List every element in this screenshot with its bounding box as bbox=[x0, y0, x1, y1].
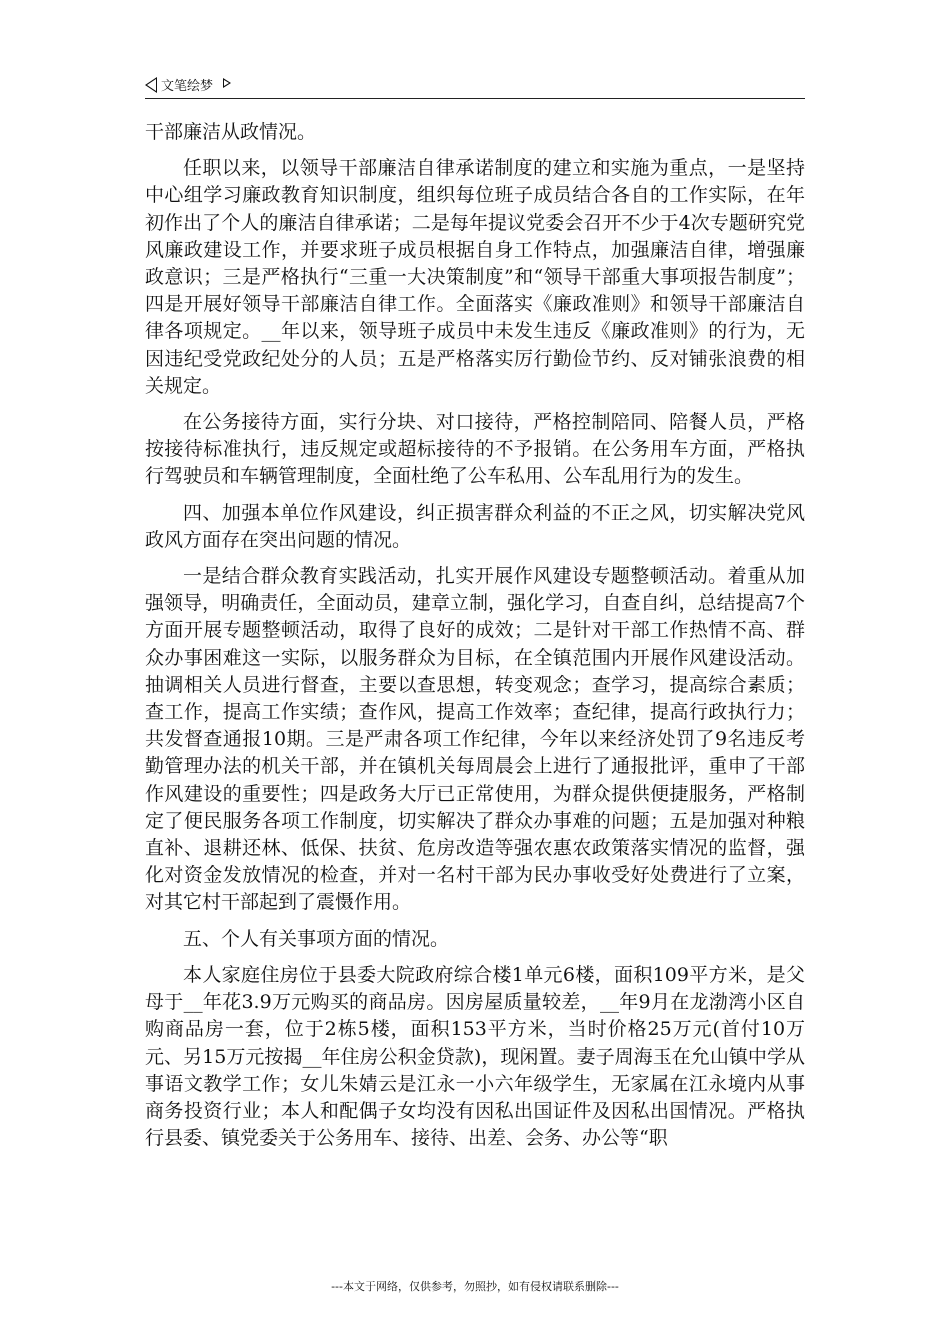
brand-name: 文笔绘梦 bbox=[161, 79, 214, 94]
right-triangle-icon bbox=[223, 78, 231, 88]
left-triangle-icon bbox=[145, 77, 157, 93]
paragraph-continuation: 干部廉洁从政情况。 bbox=[145, 121, 317, 143]
section-heading-4: 四、加强本单位作风建设，纠正损害群众利益的不正之风，切实解决党风政风方面存在突出问题的情况。 bbox=[145, 501, 805, 551]
paragraph-integrity-commitment: 任职以来，以领导干部廉洁自律承诺制度的建立和实施为重点，一是坚持中心组学习廉政教育知识制度，组织每位班子成员结合各自的工作实际，在年初作出了个人的廉洁自律承诺；二是每年提议党委会召开不少于4次专题研究党风廉政建设工作，并要求班子成员根据自身工作特点，加强廉洁自律，增强廉政意识；三是严格执行“三重一大决策制度”和“领导干部重大事项报告制度”；四是开展好领导干部廉洁自律工作。全面落实《廉政准则》和领导干部廉洁自律各项规定。__年以来，领导班子成员中未发生违反《廉政准则》的行为，无因违纪受党政纪处分的人员；五是严格落实厉行勤俭节约、反对铺张浪费的相关规定。 bbox=[145, 157, 805, 397]
paragraph-personal-matters: 本人家庭住房位于县委大院政府综合楼1单元6楼，面积109平方米，是父母于__年花3.9万元购买的商品房。因房屋质量较差，__年9月在龙渤湾小区自购商品房一套，位于2栋5楼，面积153平方米，当时价格25万元(首付10万元、另15万元按揭__年住房公积金贷款)，现闲置。妻子周海玉在允山镇中学从事语文教学工作；女儿朱婧云是江永一小六年级学生，无家属在江永境内从事商务投资行业；本人和配偶子女均没有因私出国证件及因私出国情况。严格执行县委、镇党委关于公务用车、接待、出差、会务、办公等“职 bbox=[145, 963, 805, 1150]
section-heading-5: 五、个人有关事项方面的情况。 bbox=[183, 927, 450, 950]
page-header bbox=[145, 72, 805, 99]
document-body bbox=[145, 119, 805, 1161]
footer-notice: ---本文于网络，仅供参考，勿照抄，如有侵权请联系删除--- bbox=[331, 1280, 619, 1293]
paragraph-official-reception: 在公务接待方面，实行分块、对口接待，严格控制陪同、陪餐人员，严格按接待标准执行，违反规定或超标接待的不予报销。在公务用车方面，严格执行驾驶员和车辆管理制度，全面杜绝了公车私用、公车乱用行为的发生。 bbox=[145, 411, 805, 488]
paragraph-work-style: 一是结合群众教育实践活动，扎实开展作风建设专题整顿活动。着重从加强领导，明确责任，全面动员，建章立制，强化学习，自查自纠，总结提高7个方面开展专题整顿活动，取得了良好的成效；二是针对干部工作热情不高、群众办事困难这一实际，以服务群众为目标，在全镇范围内开展作风建设活动。抽调相关人员进行督查，主要以查思想，转变观念；查学习，提高综合素质；查工作，提高工作实绩；查作风，提高工作效率；查纪律，提高行政执行力；共发督查通报10期。三是严肃各项工作纪律，今年以来经济处罚了9名违反考勤管理办法的机关干部，并在镇机关每周晨会上进行了通报批评，重申了干部作风建设的重要性；四是政务大厅已正常使用，为群众提供便捷服务，严格制定了便民服务各项工作制度，切实解决了群众办事难的问题；五是加强对种粮直补、退耕还林、低保、扶贫、危房改造等强农惠农政策落实情况的监督，强化对资金发放情况的检查，并对一名村干部为民办事收受好处费进行了立案，对其它村干部起到了震慑作用。 bbox=[145, 565, 805, 914]
brand bbox=[145, 75, 231, 94]
